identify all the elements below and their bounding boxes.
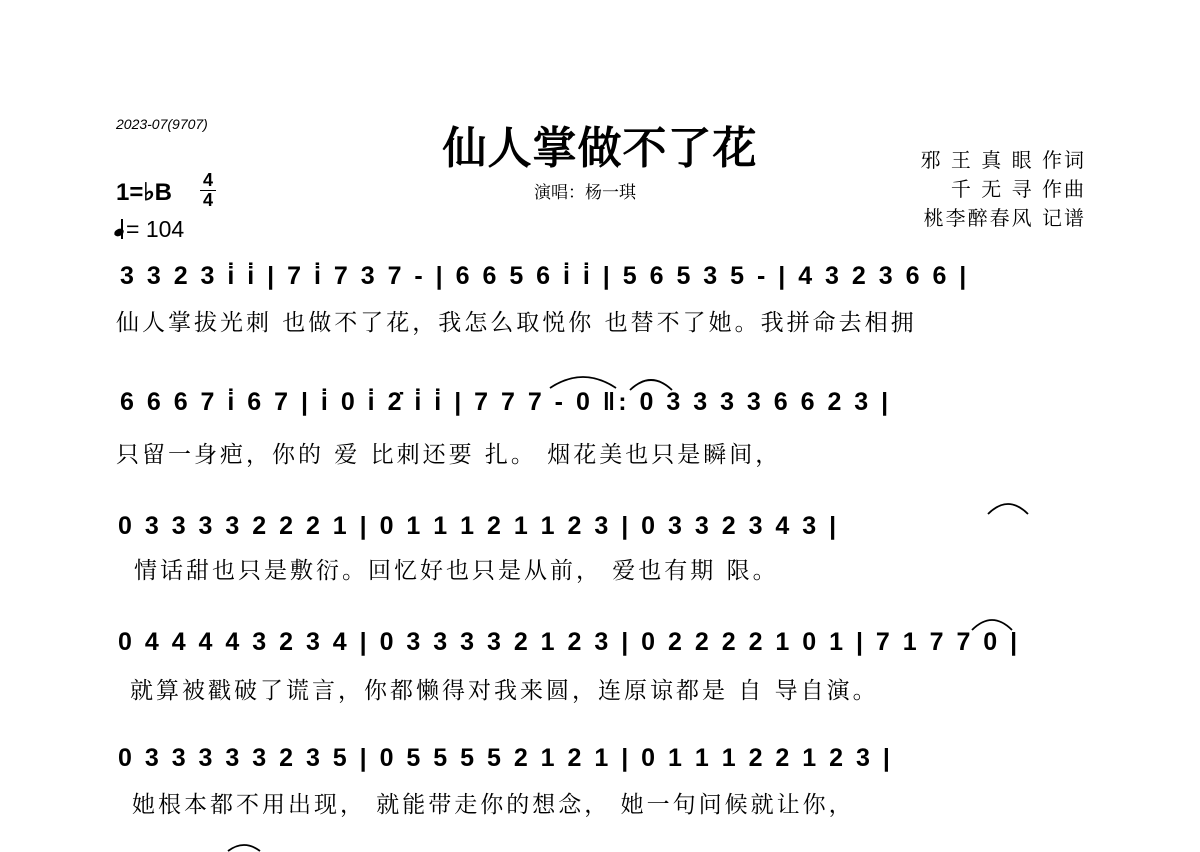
singer-credit: 演唱：杨一琪 <box>534 183 636 203</box>
tie-mark <box>970 614 1014 632</box>
slur-mark <box>548 370 618 390</box>
lyrics-row-3: 情话甜也只是敷衍。回忆好也只是从前， 爱也有期 限。 <box>134 558 779 584</box>
notation-row-4: 0 4 4 4 4 3 2 3 4 | 0 3 3 3 3 2 1 2 3 | 0 2 2 2 2 1 0 1 | 7 1 7 7 0 | <box>118 628 1021 656</box>
tie-mark <box>628 374 674 392</box>
notation-row-1: 3 3 2 3 i̇ i̇ | 7 i̇ 7 3 7 - | 6 6 5 6 i̇ i̇ | 5 6 5 3 5 - | 4 3 2 3 6 6 | <box>120 262 970 290</box>
composer-credit: 千 无 寻 作曲 <box>950 177 1086 201</box>
time-signature-bottom: 4 <box>202 190 213 210</box>
lyrics-row-4: 就算被戳破了谎言，你都懒得对我来圆，连原谅都是 自 导自演。 <box>130 678 879 704</box>
notation-row-5: 0 3 3 3 3 3 2 3 5 | 0 5 5 5 5 2 1 2 1 | 0 1 1 1 2 2 1 2 3 | <box>118 744 893 772</box>
song-title: 仙人掌做不了花 <box>442 123 758 174</box>
slur-mark <box>986 498 1030 516</box>
tempo-marking <box>114 216 184 243</box>
slur-mark <box>226 842 262 852</box>
lyricist-credit: 邪 王 真 眼 作词 <box>920 148 1086 172</box>
notation-row-2: 6 6 6 7 i̇ 6 7 | i̇ 0 i̇ 2̇ i̇ i̇ | 7 7 7 - 0 ‖: 0 3 3 3 3 6 6 2 3 | <box>120 388 892 416</box>
lyrics-row-1: 仙人掌拔光刺 也做不了花，我怎么取悦你 也替不了她。我拼命去相拥 <box>116 310 917 336</box>
transcriber-credit: 桃李醉春风 记谱 <box>923 206 1086 230</box>
sheet-code: 2023-07(9707) <box>116 116 208 132</box>
key-signature: 1=♭B <box>116 179 173 206</box>
time-signature-top: 4 <box>202 170 213 190</box>
lyrics-row-5: 她根本都不用出现， 就能带走你的想念， 她一句问候就让你， <box>132 792 855 818</box>
time-signature <box>200 172 216 209</box>
credits-block <box>921 146 1086 233</box>
notation-row-3: 0 3 3 3 3 2 2 2 1 | 0 1 1 1 2 1 1 2 3 | 0 3 3 2 3 4 3 | <box>118 512 840 540</box>
lyrics-row-2: 只留一身疤，你的 爱 比刺还要 扎。 烟花美也只是瞬间， <box>116 442 782 468</box>
tempo-value: = 104 <box>126 216 185 242</box>
quarter-note-icon <box>113 227 125 238</box>
